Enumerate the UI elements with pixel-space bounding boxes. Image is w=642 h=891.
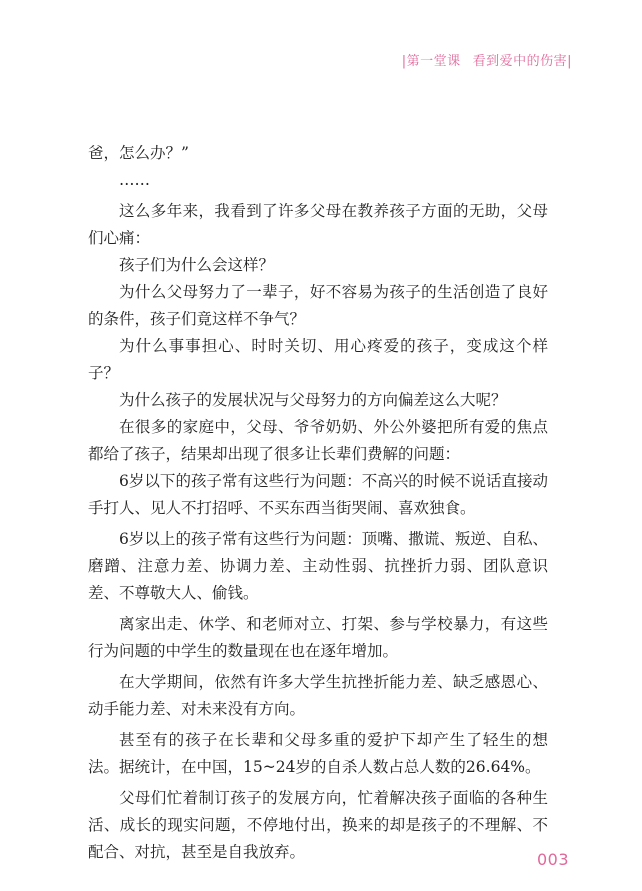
paragraph: 6岁以上的孩子常有这些行为问题：顶嘴、撒谎、叛逆、自私、磨蹭、注意力差、协调力差、主动性弱、抗挫折力弱、团队意识差、不尊敬大人、偷钱。 <box>88 530 548 602</box>
paragraph: 在很多的家庭中，父母、爷爷奶奶、外公外婆把所有爱的焦点都给了孩子，结果却出现了很多让长辈们费解的问题： <box>88 418 548 463</box>
running-header <box>402 50 572 69</box>
header-bar-right: | <box>567 54 572 69</box>
paragraph: 为什么父母努力了一辈子，好不容易为孩子的生活创造了良好的条件，孩子们竟这样不争气？ <box>88 283 548 328</box>
paragraph: 为什么事事担心、时时关切、用心疼爱的孩子，变成这个样子？ <box>88 337 548 382</box>
page-number: 003 <box>536 850 569 869</box>
paragraph: 离家出走、休学、和老师对立、打架、参与学校暴力，有这些行为问题的中学生的数量现在也在逐年增加。 <box>88 615 548 660</box>
header-bar-left: | <box>401 54 407 69</box>
paragraph: …… <box>119 171 150 189</box>
paragraph: 甚至有的孩子在长辈和父母多重的爱护下却产生了轻生的想法。据统计，在中国，15~24岁的自杀人数占总人数的26.64%。 <box>88 731 548 776</box>
body-text <box>88 140 548 866</box>
paragraph: 在大学期间，依然有许多大学生抗挫折能力差、缺乏感恩心、动手能力差、对未来没有方向。 <box>88 673 548 718</box>
paragraph: 孩子们为什么会这样？ <box>119 256 275 274</box>
paragraph: 爸，怎么办？” <box>88 144 189 162</box>
paragraph: 为什么孩子的发展状况与父母努力的方向偏差这么大呢？ <box>119 391 507 409</box>
header-lesson: 第一堂课 <box>406 54 461 69</box>
paragraph: 这么多年来，我看到了许多父母在教养孩子方面的无助，父母们心痛： <box>88 202 548 247</box>
paragraph: 6岁以下的孩子常有这些行为问题：不高兴的时候不说话直接动手打人、见人不打招呼、不买东西当街哭闹、喜欢独食。 <box>88 472 548 517</box>
paragraph: 父母们忙着制订孩子的发展方向，忙着解决孩子面临的各种生活、成长的现实问题，不停地付出，换来的却是孩子的不理解、不配合、对抗，甚至是自我放弃。 <box>88 789 548 861</box>
header-title: 看到爱中的伤害 <box>472 54 568 69</box>
